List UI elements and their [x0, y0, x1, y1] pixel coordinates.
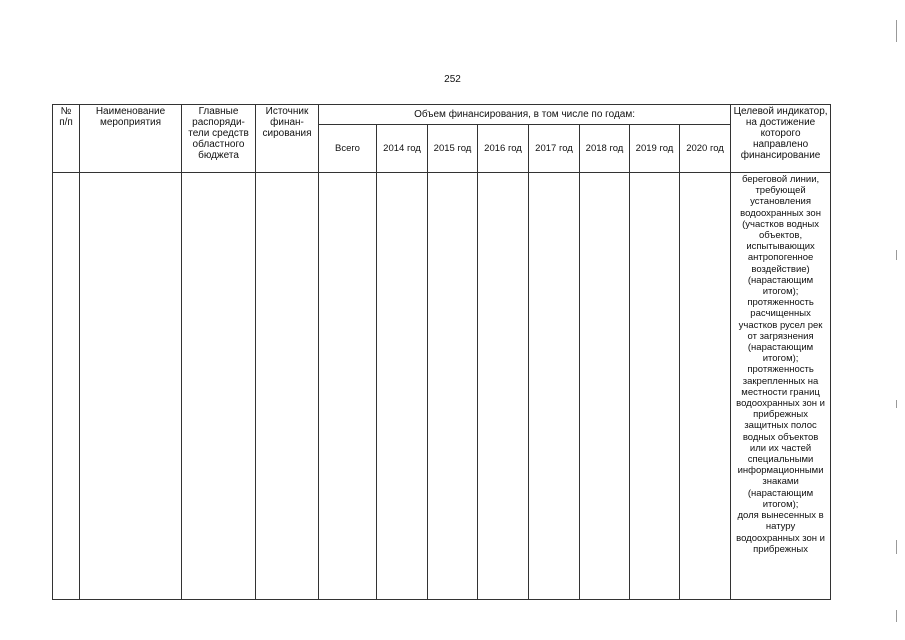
cell-year-2016: [478, 173, 529, 600]
cell-year-2018: [580, 173, 630, 600]
header-number: № п/п: [53, 105, 80, 173]
header-financing-volume: Объем финансирования, в том числе по годам:: [319, 105, 731, 125]
cell-funding-source: [256, 173, 319, 600]
header-target-indicator: Целевой индикатор, на достижение которого направлено финансирование: [731, 105, 831, 173]
cell-year-2020: [680, 173, 731, 600]
cell-activity-name: [80, 173, 182, 600]
financing-table: [52, 104, 831, 600]
cell-total: [319, 173, 377, 600]
cell-year-2019: [630, 173, 680, 600]
cell-year-2015: [428, 173, 478, 600]
table-row: [53, 173, 831, 600]
cell-year-2014: [377, 173, 428, 600]
header-year-2014: 2014 год: [377, 125, 428, 173]
scan-edge-marks: [896, 20, 898, 630]
header-total: Всего: [319, 125, 377, 173]
header-budget-managers: Главные распоряди- тели средств областного бюджета: [182, 105, 256, 173]
cell-target-indicator: береговой линии, требующей установления водоохранных зон (участков водных объектов, испытывающих антропогенное воздействие) (нарастающим итогом); протяженность расчищенных участков русел рек от загрязнения (нарастающим итогом); протяженность закрепленных на местности границ водоохранных зон и прибрежных защитных полос водных объектов или их частей специальными информационными знаками (нарастающим итогом); доля вынесенных в натуру водоохранных зон и прибрежных: [731, 173, 831, 600]
cell-budget-managers: [182, 173, 256, 600]
header-year-2018: 2018 год: [580, 125, 630, 173]
page-number: 252: [444, 74, 461, 85]
header-year-2020: 2020 год: [680, 125, 731, 173]
header-activity-name: Наименование мероприятия: [80, 105, 182, 173]
header-year-2017: 2017 год: [529, 125, 580, 173]
cell-number: [53, 173, 80, 600]
header-year-2015: 2015 год: [428, 125, 478, 173]
header-year-2019: 2019 год: [630, 125, 680, 173]
header-funding-source: Источник финан- сирования: [256, 105, 319, 173]
header-year-2016: 2016 год: [478, 125, 529, 173]
cell-year-2017: [529, 173, 580, 600]
